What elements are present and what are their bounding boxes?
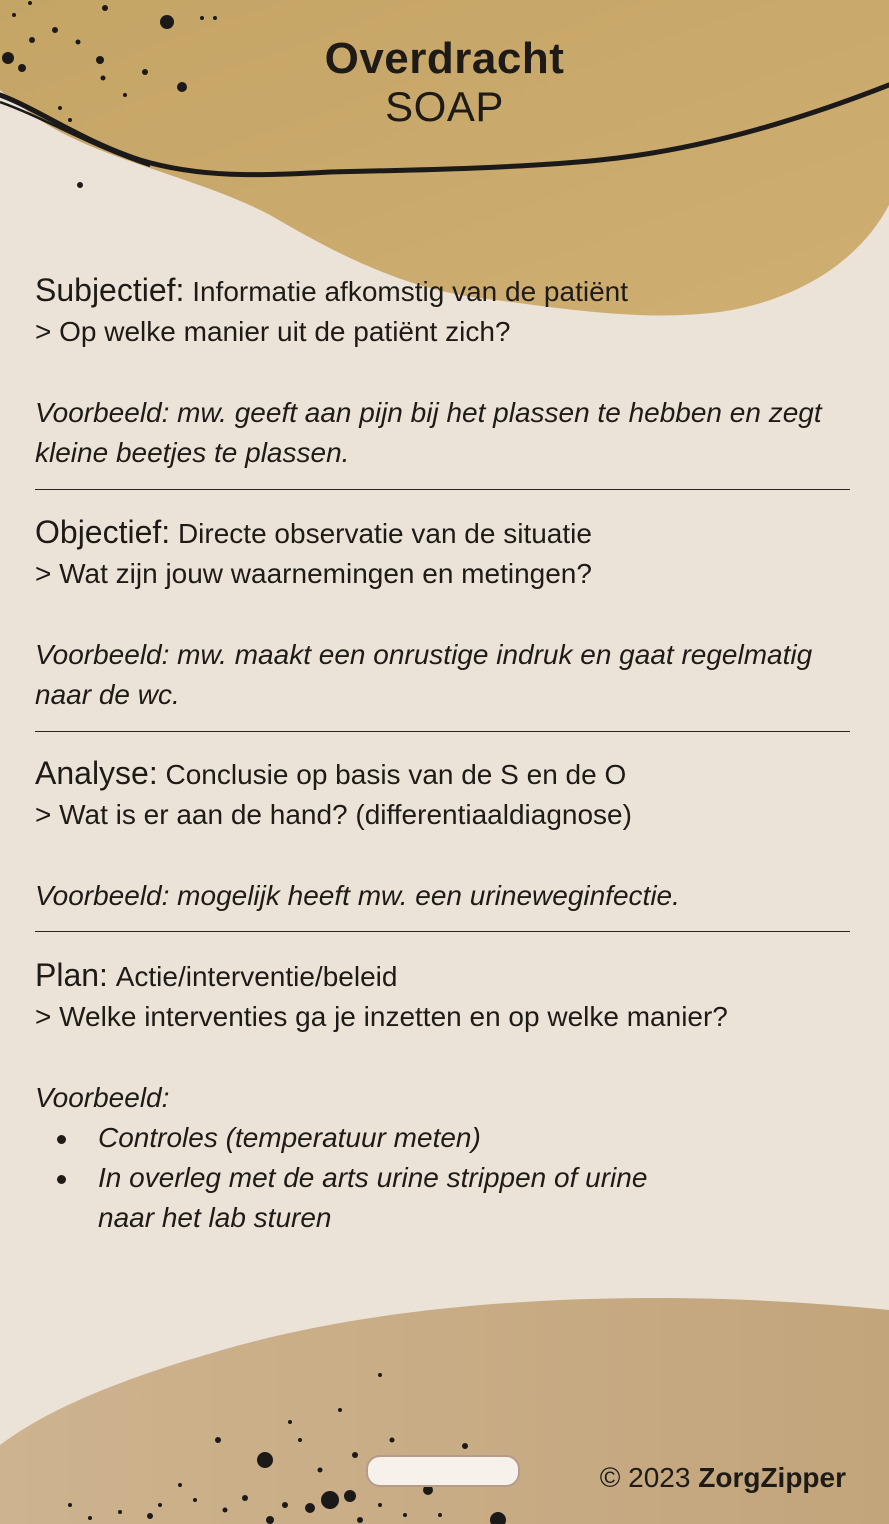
list-item-text: In overleg met de arts urine strippen of urine naar het lab sturen <box>98 1162 648 1233</box>
section-analyse <box>35 753 850 916</box>
section-divider <box>35 489 850 490</box>
list-item <box>35 1158 698 1238</box>
page-header <box>0 34 889 130</box>
section-name: Plan: <box>35 957 108 993</box>
section-heading <box>35 753 850 795</box>
section-objectief <box>35 512 850 715</box>
section-divider <box>35 931 850 932</box>
section-description: Actie/interventie/beleid <box>115 961 398 992</box>
page-subtitle: SOAP <box>385 83 504 130</box>
footer-copyright <box>600 1462 846 1494</box>
section-question: > Welke interventies ga je inzetten en op welke manier? <box>35 1001 728 1032</box>
section-description: Informatie afkomstig van de patiënt <box>192 276 628 307</box>
section-question: > Wat zijn jouw waarnemingen en metingen? <box>35 558 592 589</box>
section-description: Conclusie op basis van de S en de O <box>165 759 627 790</box>
section-divider <box>35 731 850 732</box>
section-example: Voorbeeld: <box>35 1082 170 1113</box>
home-indicator-bar[interactable] <box>366 1455 520 1487</box>
section-example: Voorbeeld: mw. maakt een onrustige indruk en gaat regelmatig naar de wc. <box>35 639 813 710</box>
section-heading <box>35 955 850 997</box>
section-description: Directe observatie van de situatie <box>177 518 592 549</box>
section-heading <box>35 270 850 312</box>
section-subjectief <box>35 270 850 473</box>
list-item-text: Controles (temperatuur meten) <box>98 1122 481 1153</box>
section-name: Objectief: <box>35 514 171 550</box>
section-plan <box>35 955 850 1238</box>
section-heading <box>35 512 850 554</box>
brand-name: ZorgZipper <box>698 1462 846 1493</box>
bullet-icon <box>57 1135 66 1144</box>
copyright-text: © 2023 <box>599 1462 691 1493</box>
section-name: Analyse: <box>35 755 158 791</box>
list-item <box>35 1118 698 1158</box>
page-title: Overdracht <box>324 34 565 83</box>
bullet-icon <box>57 1175 66 1184</box>
section-example: Voorbeeld: mw. geeft aan pijn bij het plassen te hebben en zegt kleine beetjes te plassen. <box>35 397 822 468</box>
section-name: Subjectief: <box>35 272 185 308</box>
plan-bullet-list <box>35 1118 850 1238</box>
section-example: Voorbeeld: mogelijk heeft mw. een urineweginfectie. <box>35 880 680 911</box>
section-question: > Op welke manier uit de patiënt zich? <box>35 316 511 347</box>
section-question: > Wat is er aan de hand? (differentiaaldiagnose) <box>35 799 632 830</box>
